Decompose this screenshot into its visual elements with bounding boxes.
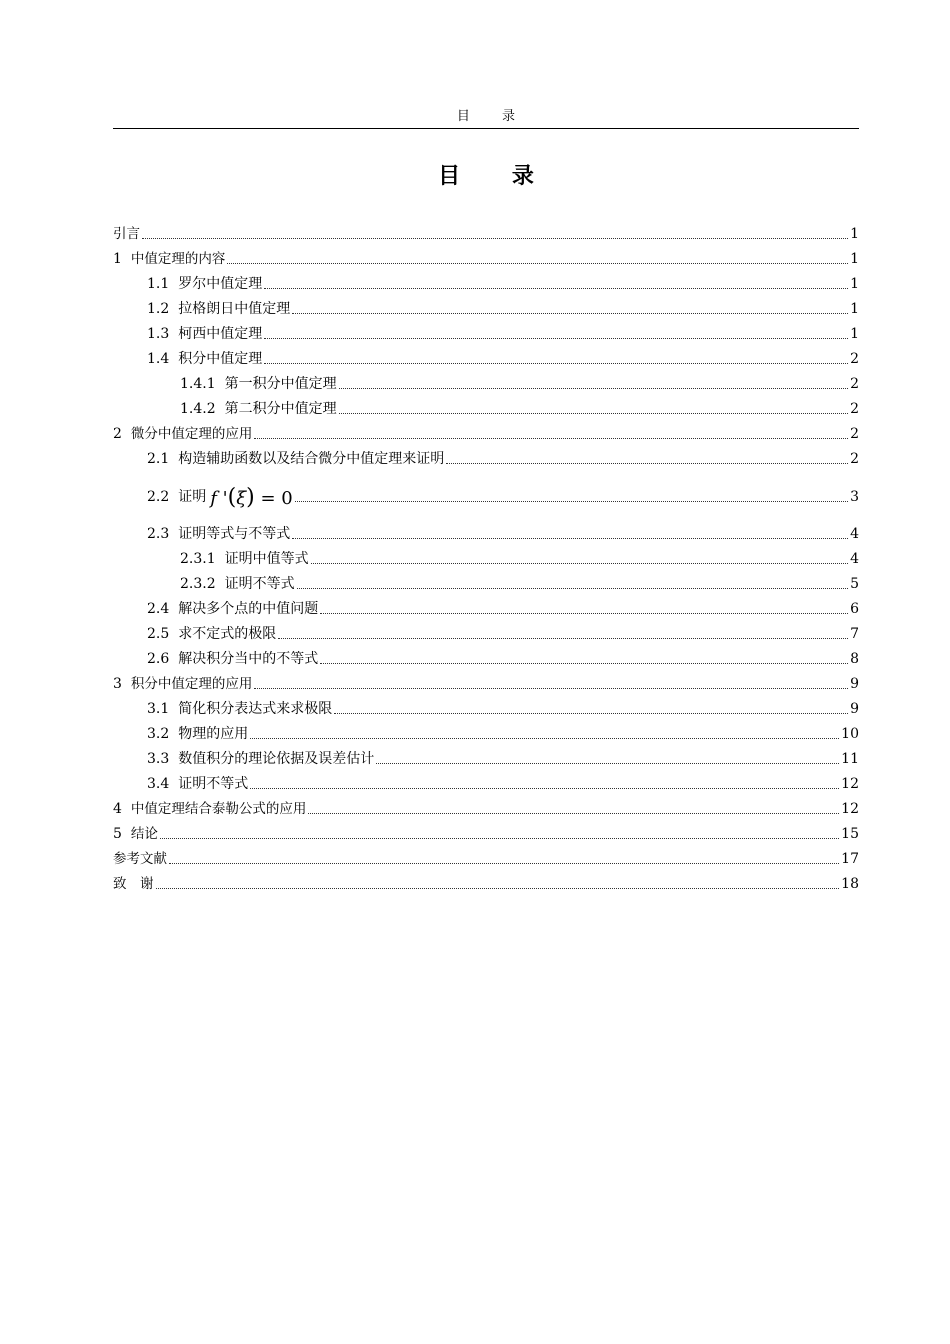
dot-leader [156,888,840,889]
toc-entry-page: 6 [850,601,859,617]
toc-entry-number: 2 [113,426,122,442]
toc-entry[interactable] [113,670,859,695]
toc-entry-number: 4 [113,801,122,817]
toc-entry-label: 积分中值定理 [178,351,263,367]
dot-leader [297,588,848,589]
toc-entry-number: 3 [113,676,122,692]
toc-entry-number: 1.4.1 [180,376,216,392]
toc-entry[interactable] [113,395,859,420]
toc-entry-label: 微分中值定理的应用 [130,426,253,442]
toc-entry-label: 中值定理的内容 [130,251,226,267]
toc-entry-label: 拉格朗日中值定理 [178,301,291,317]
toc-entry-number: 2.3.2 [180,576,216,592]
toc-entry-page: 8 [850,651,859,667]
toc-entry[interactable] [113,870,859,895]
dot-leader [160,838,839,839]
dot-leader [264,288,848,289]
toc-entry[interactable] [113,620,859,645]
toc-entry-label: 构造辅助函数以及结合微分中值定理来证明 [178,451,445,467]
toc-entry-number: 1 [113,251,122,267]
toc-entry-label: 解决积分当中的不等式 [178,651,319,667]
toc-entry-page: 2 [850,351,859,367]
toc-entry[interactable] [113,345,859,370]
toc-entry-page: 1 [850,251,859,267]
toc-entry[interactable] [113,595,859,620]
toc-entry-number: 1.1 [147,276,170,292]
toc-entry-label: 证明等式与不等式 [178,526,291,542]
toc-entry[interactable] [113,445,859,470]
dot-leader [142,238,848,239]
toc-entry-label: 简化积分表达式来求极限 [178,701,333,717]
dot-leader [339,388,848,389]
toc-entry-page: 3 [850,489,859,505]
toc-entry-label: 第二积分中值定理 [224,401,337,417]
toc-entry-number: 1.4 [147,351,170,367]
toc-entry[interactable] [113,520,859,545]
dot-leader [376,763,839,764]
toc-entry-page: 18 [841,876,859,892]
toc-entry-page: 4 [850,526,859,542]
dot-leader [250,738,839,739]
toc-entry[interactable] [113,220,859,245]
dot-leader [308,813,839,814]
toc-entry[interactable] [113,295,859,320]
toc-entry[interactable] [113,795,859,820]
toc-entry-page: 2 [850,426,859,442]
toc-entry-page: 2 [850,376,859,392]
toc-entry[interactable] [113,820,859,845]
dot-leader [227,263,848,264]
toc-entry-label: 柯西中值定理 [178,326,263,342]
toc-entry-page: 2 [850,401,859,417]
toc-entry-label: 数值积分的理论依据及误差估计 [178,751,375,767]
toc-entry-page: 10 [841,726,859,742]
toc-entry-number: 2.3 [147,526,170,542]
toc-entry[interactable] [113,845,859,870]
toc-entry-label: 中值定理结合泰勒公式的应用 [130,801,307,817]
dot-leader [446,463,848,464]
toc-entry[interactable] [113,320,859,345]
dot-leader [264,338,848,339]
toc-entry-label: 参考文献 [113,851,167,867]
dot-leader [320,663,848,664]
toc-entry-page: 17 [841,851,859,867]
toc-entry-number: 3.1 [147,701,170,717]
toc-entry-page: 11 [841,751,859,767]
toc-entry-label: 证明中值等式 [224,551,309,567]
dot-leader [292,538,848,539]
dot-leader [278,638,848,639]
toc-entry-number: 1.3 [147,326,170,342]
toc-entry-label: 证明不等式 [224,576,295,592]
toc-entry-number: 2.6 [147,651,170,667]
toc-entry-label: 物理的应用 [178,726,249,742]
toc-entry[interactable] [113,570,859,595]
dot-leader [254,438,848,439]
formula-f-prime-xi-equals-zero: f '(ξ) = 0 [210,485,293,510]
toc-entry-number: 3.3 [147,751,170,767]
toc-entry-number: 5 [113,826,122,842]
toc-entry-number: 1.2 [147,301,170,317]
running-header: 目 录 [456,109,530,124]
toc-entry[interactable] [113,270,859,295]
page-title: 目 录 [438,164,556,189]
toc-entry-page: 1 [850,326,859,342]
dot-leader [250,788,839,789]
toc-entry[interactable] [113,770,859,795]
toc-entry-page: 4 [850,551,859,567]
toc-entry-page: 2 [850,451,859,467]
toc-entry-label: 致 谢 [113,876,154,892]
toc-entry-label: 第一积分中值定理 [224,376,337,392]
toc-entry-page: 12 [841,776,859,792]
toc-entry[interactable] [113,745,859,770]
dot-leader [320,613,848,614]
toc-entry-number: 3.4 [147,776,170,792]
toc-entry-label: 引言 [113,226,140,242]
toc-entry[interactable] [113,370,859,395]
dot-leader [169,863,839,864]
toc-entry-number: 2.3.1 [180,551,216,567]
toc-entry-number: 2.4 [147,601,170,617]
toc-entry-label: 证明 [178,489,207,505]
toc-entry-label: 解决多个点的中值问题 [178,601,319,617]
toc-entry-page: 1 [850,301,859,317]
toc-entry-page: 9 [850,676,859,692]
toc-entry-number: 2.5 [147,626,170,642]
toc-entry-page: 1 [850,226,859,242]
toc-entry[interactable] [113,420,859,445]
toc-entry[interactable] [113,245,859,270]
toc-entry-number: 3.2 [147,726,170,742]
dot-leader [339,413,848,414]
toc-entry[interactable] [113,545,859,570]
header-rule [113,128,859,129]
dot-leader [295,501,848,502]
dot-leader [254,688,848,689]
toc-entry-number: 1.4.2 [180,401,216,417]
toc-entry[interactable] [113,645,859,670]
toc-entry-label: 求不定式的极限 [178,626,277,642]
toc-entry-page: 9 [850,701,859,717]
toc-entry-page: 12 [841,801,859,817]
toc-entry-page: 5 [850,576,859,592]
toc-entry-number: 2.2 [147,489,170,505]
toc-entry[interactable] [113,695,859,720]
toc-entry-label: 结论 [130,826,158,842]
toc-entry-label: 积分中值定理的应用 [130,676,253,692]
table-of-contents [113,220,859,895]
toc-entry-page: 15 [841,826,859,842]
toc-entry-page: 7 [850,626,859,642]
dot-leader [311,563,848,564]
toc-entry-label: 证明不等式 [178,776,249,792]
toc-entry[interactable] [113,720,859,745]
toc-entry[interactable] [113,470,859,520]
dot-leader [334,713,848,714]
dot-leader [264,363,848,364]
toc-entry-label: 罗尔中值定理 [178,276,263,292]
dot-leader [292,313,848,314]
toc-entry-number: 2.1 [147,451,170,467]
toc-entry-page: 1 [850,276,859,292]
